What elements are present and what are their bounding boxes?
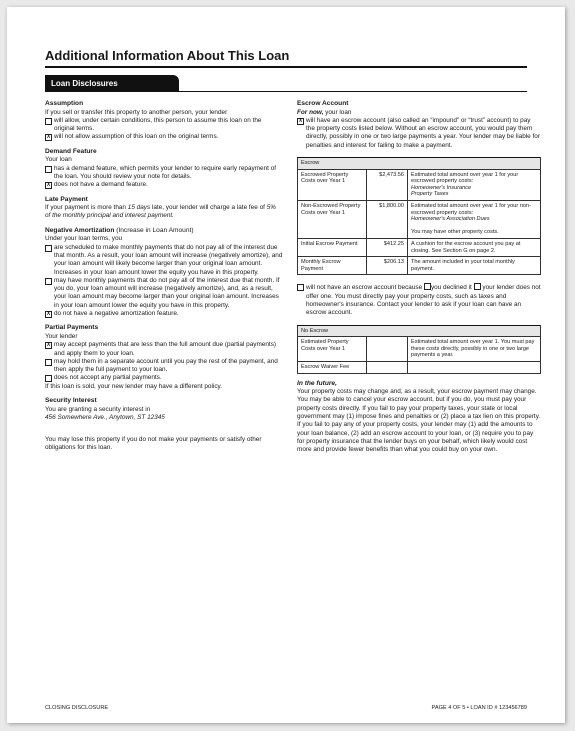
checkbox[interactable] bbox=[45, 375, 52, 382]
late-heading: Late Payment bbox=[45, 195, 88, 203]
option-text: does not have a demand feature. bbox=[54, 181, 148, 189]
right-column bbox=[297, 100, 541, 455]
escrow-for-now: For now, your loan bbox=[297, 108, 352, 116]
option-text: are scheduled to make monthly payments that do not pay all of the interest due that month. As a result, your loan amount will increase (negatively amortize), and your loan amount will likely become larger than your original loan amount. Increases in your loan amount lower the equity you have in this property. bbox=[54, 243, 283, 276]
option-text: has a demand feature, which permits your lender to require early repayment of the loan. You should review your note for details. bbox=[54, 164, 277, 180]
property-address: 456 Somewhere Ave., Anytown, ST 12345 bbox=[45, 413, 165, 421]
option-text: will have an escrow account (also called an “impound” or “trust” account) to pay the property costs listed below. Without an escrow account, you would pay them directly, possibly in one or two large payments a year. Your lender may be liable for penalties and interest for failing to make a payment. bbox=[306, 116, 540, 149]
footer-right: PAGE 4 OF 5 • LOAN ID # 123456789 bbox=[431, 705, 527, 711]
title-rule bbox=[45, 66, 527, 68]
negam-option-not[interactable] bbox=[45, 310, 283, 318]
demand-heading: Demand Feature bbox=[45, 147, 97, 155]
option-text: will allow, under certain conditions, this person to assume this loan on the original terms. bbox=[54, 116, 262, 133]
checkbox[interactable]: X bbox=[46, 342, 51, 349]
negam-heading: Negative Amortization (Increase in Loan Amount) bbox=[45, 226, 194, 234]
table-row: Escrowed Property Costs over Year 1 $2,473.56 Estimated total amount over year 1 for your escrowed property costs: Homeowner's Insurance Property Taxes bbox=[298, 169, 541, 200]
option-text: do not have a negative amortization feature. bbox=[54, 310, 179, 318]
no-escrow-table-header: No Escrow bbox=[298, 325, 541, 337]
option-text: will not allow assumption of this loan on the original terms. bbox=[54, 133, 219, 141]
section-rule bbox=[179, 91, 527, 92]
negam-intro: Under your loan terms, you bbox=[45, 235, 123, 243]
checkbox[interactable]: X bbox=[46, 182, 51, 189]
assumption-option-not-allow[interactable] bbox=[45, 133, 283, 141]
checkbox-declined[interactable] bbox=[424, 283, 431, 290]
partial-option-not[interactable] bbox=[45, 374, 283, 382]
escrow-heading: Escrow Account bbox=[297, 100, 349, 107]
checkbox[interactable] bbox=[45, 245, 52, 252]
partial-payments-section bbox=[45, 324, 283, 391]
escrow-table-header: Escrow bbox=[298, 158, 541, 170]
option-text: may accept payments that are less than the full amount due (partial payments) and apply them to your loan. bbox=[54, 341, 277, 357]
demand-option-has[interactable] bbox=[45, 165, 283, 182]
checkbox[interactable]: X bbox=[46, 311, 51, 318]
partial-option-accept[interactable] bbox=[45, 341, 283, 358]
negam-option-scheduled[interactable] bbox=[45, 244, 283, 277]
security-interest-section bbox=[45, 397, 283, 453]
section-header: Loan Disclosures bbox=[45, 75, 179, 92]
checkbox[interactable] bbox=[45, 278, 52, 285]
future-heading: In the future, bbox=[297, 379, 337, 387]
demand-option-not[interactable] bbox=[45, 181, 283, 189]
escrow-option-will-have[interactable] bbox=[297, 117, 541, 150]
partial-option-hold[interactable] bbox=[45, 358, 283, 375]
late-text: If your payment is more than 15 days late, your lender will charge a late fee of 5% of the monthly principal and interest payment. bbox=[45, 204, 276, 220]
document-page bbox=[7, 7, 565, 723]
page-title: Additional Information About This Loan bbox=[45, 48, 290, 63]
option-text: does not accept any partial payments. bbox=[54, 374, 162, 382]
left-column bbox=[45, 100, 283, 459]
table-row: Non-Escrowed Property Costs over Year 1 $1,800.00 Estimated total amount over year 1 for your non-escrowed property costs: Homeowner's Association Dues You may have other property costs. bbox=[298, 201, 541, 239]
demand-section bbox=[45, 148, 283, 190]
option-text: may have monthly payments that do not pay all of the interest due that month. If you do, your loan amount will increase (negatively amortize), and, as a result, your loan amount may become larger than your original loan amount. Increases in your loan amount lower the equity you have in this property. bbox=[54, 276, 280, 309]
assumption-option-allow[interactable] bbox=[45, 117, 283, 134]
escrow-table bbox=[297, 157, 541, 275]
table-row: Initial Escrow Payment $412.25 A cushion for the escrow account you pay at closing. See Section G on page 2. bbox=[298, 239, 541, 257]
no-escrow-table bbox=[297, 325, 541, 374]
checkbox[interactable] bbox=[45, 359, 52, 366]
checkbox[interactable] bbox=[45, 166, 52, 173]
security-warning: You may lose this property if you do not make your payments or satisfy other obligations for this loan. bbox=[45, 436, 262, 452]
assumption-section bbox=[45, 100, 283, 142]
late-payment-section bbox=[45, 196, 283, 221]
assumption-intro: If you sell or transfer this property to another person, your lender bbox=[45, 108, 228, 116]
checkbox[interactable] bbox=[45, 118, 52, 125]
checkbox[interactable] bbox=[297, 284, 304, 291]
negative-amortization-section bbox=[45, 227, 283, 319]
checkbox-not-offered[interactable] bbox=[474, 283, 481, 290]
demand-intro: Your loan bbox=[45, 156, 72, 164]
option-text: may hold them in a separate account until you pay the rest of the payment, and then apply the full payment to your loan. bbox=[54, 357, 278, 374]
security-heading: Security Interest bbox=[45, 396, 97, 404]
table-row: Monthly Escrow Payment $206.13 The amount included in your total monthly payment. bbox=[298, 257, 541, 275]
checkbox[interactable]: X bbox=[46, 134, 51, 141]
security-text: You are granting a security interest in bbox=[45, 405, 151, 413]
future-text: Your property costs may change and, as a result, your escrow payment may change. You may be able to cancel your escrow account, but if you do, you must pay your property costs directly. If you fail to pay your property taxes, your state or local government may (1) impose fines and penalties or (2) place a tax lien on this property. If you fail to pay any of your property costs, your lender may (1) add the amounts to your loan balance, (2) add an escrow account to your loan, or (3) require you to pay for property insurance that the lender buys on your behalf, which likely would cost more and provide fewer benefits than what you could buy on your own. bbox=[297, 388, 541, 454]
assumption-heading: Assumption bbox=[45, 100, 84, 107]
partial-intro: Your lender bbox=[45, 332, 78, 340]
checkbox[interactable]: X bbox=[298, 117, 303, 124]
table-row: Estimated Property Costs over Year 1 Estimated total amount over year 1. You must pay these costs directly, possibly in one or two large payments a year. bbox=[298, 337, 541, 362]
escrow-option-will-not-have[interactable]: will not have an escrow account because you declined it your lender does not offer one. You must directly pay your property costs, such as taxes and homeowner's insurance. Contact your lender to ask if your loan can have an escrow account. bbox=[297, 283, 541, 317]
negam-option-may[interactable] bbox=[45, 277, 283, 310]
partial-outro: If this loan is sold, your new lender may have a different policy. bbox=[45, 382, 223, 390]
footer-left: CLOSING DISCLOSURE bbox=[45, 705, 109, 711]
partial-heading: Partial Payments bbox=[45, 324, 99, 332]
table-row: Escrow Waiver Fee bbox=[298, 361, 541, 373]
